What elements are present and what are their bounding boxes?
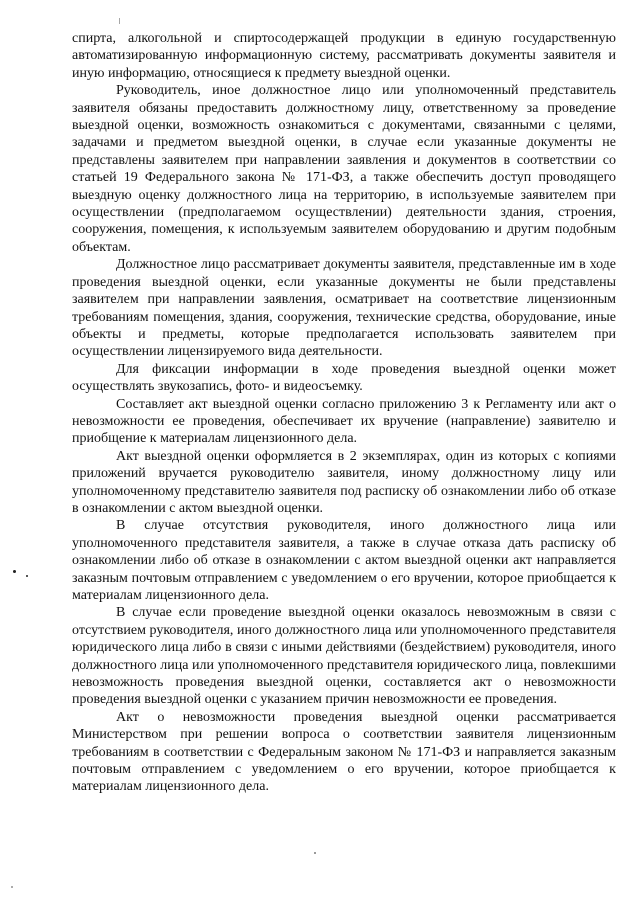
paragraph-document-review: Должностное лицо рассматривает документы заявителя, представленные им в ходе проведения выездной оценки, если указанные документы не были представлены заявителем при направлении заявления, осматривает на соответствие лицензионным требованиям помещения, здания, сооружения, технические средства, оборудование, иные объекты и предметы, которые предполагается использовать заявителем при осуществлении лицензируемого вида деятельности. xyxy=(72,257,616,360)
paragraph-continuation: спирта, алкогольной и спиртосодержащей продукции в единую государственную автоматизированную информационную систему, рассматривать документы заявителя и иную информацию, относящиеся к предмету выездной оценки. xyxy=(72,31,616,81)
document-body xyxy=(72,30,616,796)
paragraph-absence-case: В случае отсутствия руководителя, иного должностного лица или уполномоченного представителя заявителя, а также в случае отказа дать расписку об ознакомлении либо об отказе в ознакомлении с актом выездной оценки акт направляется заказным почтовым отправлением с уведомлением о его вручении, которое приобщается к материалам лицензионного дела. xyxy=(72,518,616,603)
paragraph-impossibility-case: В случае если проведение выездной оценки оказалось невозможным в связи с отсутствием руководителя, иного должностного лица или уполномоченного представителя юридического лица либо в связи с иными действиями (бездействием) руководителя, иного должностного лица или уполномоченного представителя юридического лица, повлекшими невозможность проведения выездной оценки, составляется акт о невозможности проведения выездной оценки с указанием причин невозможности ее проведения. xyxy=(72,605,616,708)
scan-speck xyxy=(119,18,120,24)
scan-speck xyxy=(26,575,28,577)
paragraph-recording: Для фиксации информации в ходе проведения выездной оценки может осуществлять звукозапись, фото- и видеосъемку. xyxy=(72,361,616,395)
scan-speck xyxy=(314,852,316,854)
paragraph-access-obligations: Руководитель, иное должностное лицо или уполномоченный представитель заявителя обязаны предоставить должностному лицу, ответственному за проведение выездной оценки, возможность ознакомиться с документами, связанными с целями, задачами и предметом выездной оценки, в случае если указанные документы не представлены заявителем при направлении заявления и документов в соответствии со статьей 19 Федерального закона № 171-ФЗ, а также обеспечить доступ проводящего выездную оценку должностного лица на территорию, в используемые заявителем при осуществлении (предполагаемом осуществлении) деятельности здания, строения, сооружения, помещения, к используемым заявителем оборудованию и другим подобным объектам. xyxy=(72,83,616,255)
paragraph-act-copies: Акт выездной оценки оформляется в 2 экземплярах, один из которых с копиями приложений вручается руководителю заявителя, иному должностному лицу или уполномоченному представителю заявителя под расписку об ознакомлении либо об отказе в ознакомлении с актом выездной оценки. xyxy=(72,448,616,516)
paragraph-act-drafting: Составляет акт выездной оценки согласно приложению 3 к Регламенту или акт о невозможности ее проведения, обеспечивает их вручение (направление) заявителю и приобщение к материалам лицензионного дела. xyxy=(72,396,616,447)
scan-speck xyxy=(13,570,16,573)
scan-speck xyxy=(11,886,13,888)
paragraph-ministry-review: Акт о невозможности проведения выездной оценки рассматривается Министерством при решении вопроса о соответствии заявителя лицензионным требованиям в соответствии с Федеральным законом № 171-ФЗ и направляется заказным почтовым отправлением с уведомлением о его вручении, которое приобщается к материалам лицензионного дела. xyxy=(72,709,616,795)
